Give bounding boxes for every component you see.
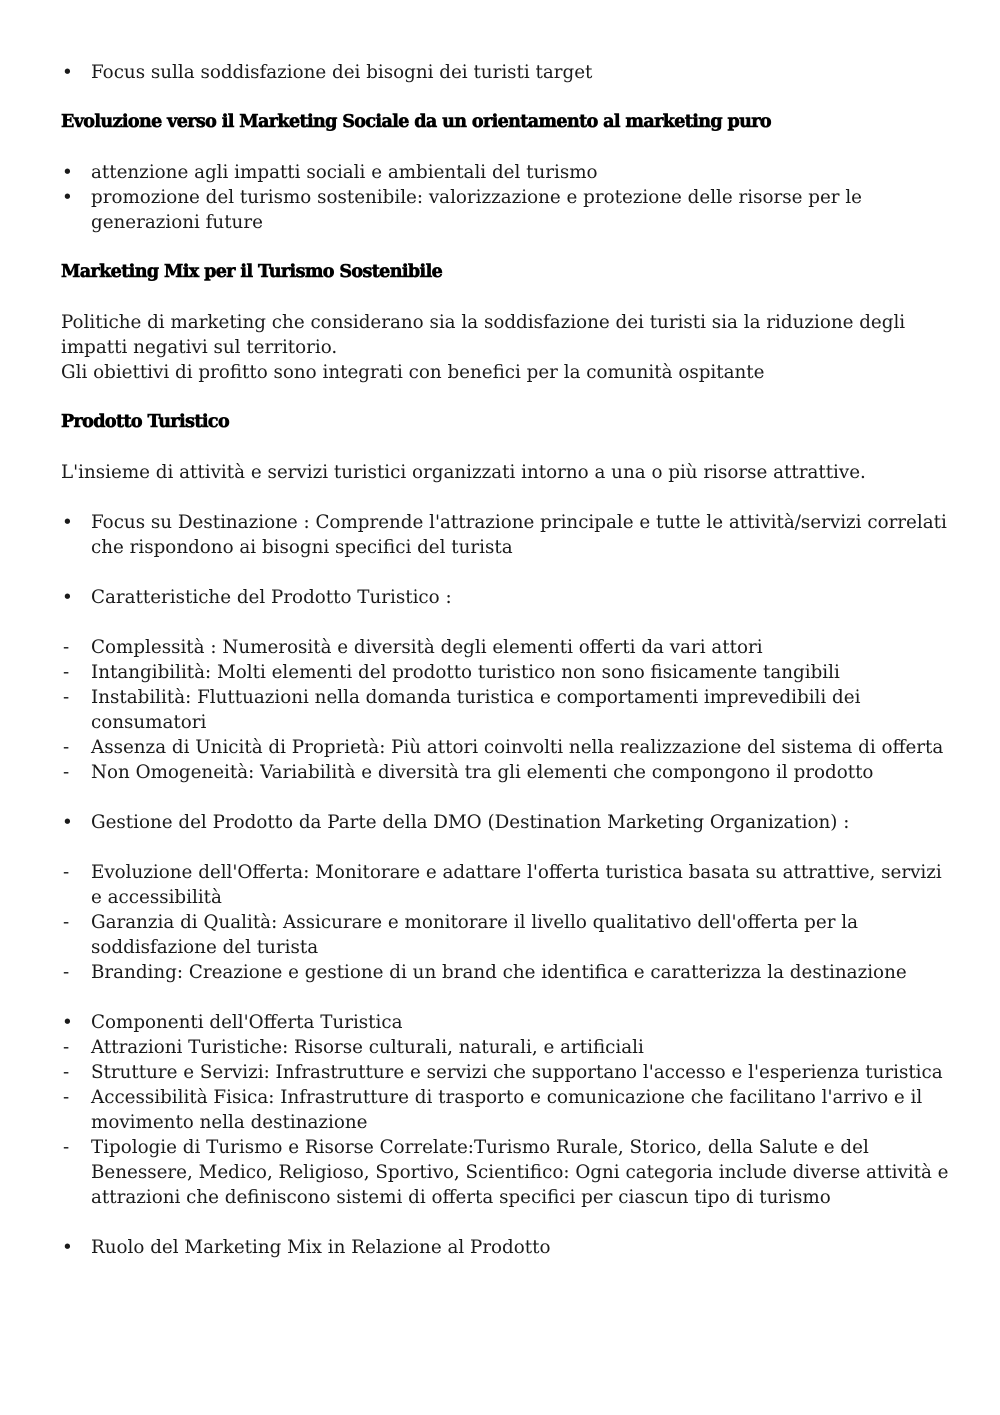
list-item: • Gestione del Prodotto da Parte della DMO (Destination Marketing Organization) : [61,810,951,835]
bullet-list [61,1235,951,1260]
section-heading-prodotto-turistico: Prodotto Turistico [61,412,230,432]
list-item: - Non Omogeneità: Variabilità e diversità tra gli elementi che compongono il prodotto [61,760,951,785]
bullet-list [61,510,951,560]
list-item: - Attrazioni Turistiche: Risorse culturali, naturali, e artificiali [61,1035,951,1060]
section-heading-marketing-mix: Marketing Mix per il Turismo Sostenibile [61,262,443,282]
list-item: - Intangibilità: Molti elementi del prodotto turistico non sono fisicamente tangibili [61,660,951,685]
list-item: - Tipologie di Turismo e Risorse Correlate:Turismo Rurale, Storico, della Salute e del Benessere, Medico, Religioso, Sportivo, Scientifico: Ogni categoria include diverse attività e attrazioni che definiscono sistemi di offerta specifici per ciascun tipo di turismo [61,1135,951,1210]
list-item: • Focus sulla soddisfazione dei bisogni dei turisti target [61,60,951,85]
section-heading-marketing-sociale: Evoluzione verso il Marketing Sociale da un orientamento al marketing puro [61,112,771,132]
list-item: • Ruolo del Marketing Mix in Relazione al Prodotto [61,1235,951,1260]
list-item: - Garanzia di Qualità: Assicurare e monitorare il livello qualitativo dell'offerta per la soddisfazione del turista [61,910,951,960]
list-item: • Caratteristiche del Prodotto Turistico : [61,585,951,610]
bullet-list [61,585,951,610]
dash-list-caratteristiche [61,635,951,785]
list-item: - Complessità : Numerosità e diversità degli elementi offerti da vari attori [61,635,951,660]
list-componenti-offerta [61,1010,951,1210]
list-item: • attenzione agli impatti sociali e ambientali del turismo [61,160,951,185]
list-item: • Componenti dell'Offerta Turistica [61,1010,951,1035]
list-item: • Focus su Destinazione : Comprende l'attrazione principale e tutte le attività/servizi correlati che rispondono ai bisogni specifici del turista [61,510,951,560]
list-item: - Strutture e Servizi: Infrastrutture e servizi che supportano l'accesso e l'esperienza turistica [61,1060,951,1085]
list-item: - Accessibilità Fisica: Infrastrutture di trasporto e comunicazione che facilitano l'arrivo e il movimento nella destinazione [61,1085,951,1135]
dash-list-gestione-dmo [61,860,951,985]
list-item: - Branding: Creazione e gestione di un brand che identifica e caratterizza la destinazione [61,960,951,985]
paragraph: Gli obiettivi di profitto sono integrati con benefici per la comunità ospitante [61,362,765,383]
bullet-list-intro [61,60,951,85]
paragraph: Politiche di marketing che considerano sia la soddisfazione dei turisti sia la riduzione degli impatti negativi sul territorio. [61,312,906,358]
list-item: - Evoluzione dell'Offerta: Monitorare e adattare l'offerta turistica basata su attrattive, servizi e accessibilità [61,860,951,910]
list-item: • promozione del turismo sostenibile: valorizzazione e protezione delle risorse per le generazioni future [61,185,951,235]
bullet-list-marketing-sociale [61,160,951,235]
paragraph: L'insieme di attività e servizi turistici organizzati intorno a una o più risorse attrattive. [61,462,866,483]
bullet-list [61,810,951,835]
list-item: - Instabilità: Fluttuazioni nella domanda turistica e comportamenti imprevedibili dei consumatori [61,685,951,735]
list-item: - Assenza di Unicità di Proprietà: Più attori coinvolti nella realizzazione del sistema di offerta [61,735,951,760]
document-page [61,60,951,1260]
